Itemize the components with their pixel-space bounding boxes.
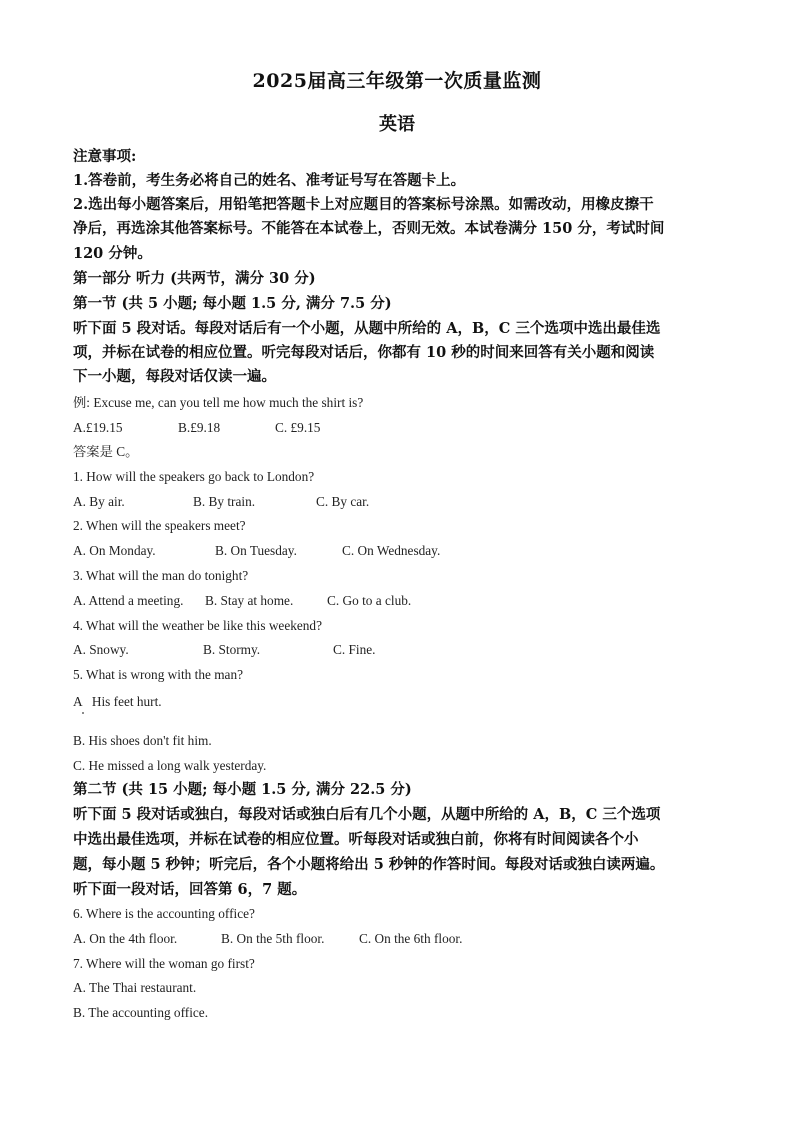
stray-dot bbox=[82, 712, 84, 714]
question-3: 3. What will the man do tonight? bbox=[73, 568, 249, 583]
note-2-line-3: 120 分钟。 bbox=[73, 245, 152, 262]
question-7: 7. Where will the woman go first? bbox=[73, 956, 255, 971]
exam-title: 2025届高三年级第一次质量监测 bbox=[252, 70, 542, 92]
q1-option-b: B. By train. bbox=[193, 494, 256, 509]
question-4: 4. What will the weather be like this weekend? bbox=[73, 618, 322, 633]
q3-option-b: B. Stay at home. bbox=[205, 593, 294, 608]
part1-heading: 第一部分 听力 (共两节，满分 30 分) bbox=[73, 270, 316, 287]
question-6: 6. Where is the accounting office? bbox=[73, 906, 255, 921]
q4-option-b: B. Stormy. bbox=[203, 642, 261, 657]
question-1: 1. How will the speakers go back to London? bbox=[73, 469, 315, 484]
section2-instr-line-4: 听下面一段对话，回答第 6，7 题。 bbox=[73, 881, 307, 898]
notes-heading: 注意事项: bbox=[73, 148, 137, 165]
example-option-a: A.£19.15 bbox=[73, 420, 123, 435]
section2-instr-line-2: 中选出最佳选项，并标在试卷的相应位置。听每段对话或独白前，你将有时间阅读各个小 bbox=[73, 831, 639, 848]
q1-option-a: A. By air. bbox=[73, 494, 125, 509]
q2-option-c: C. On Wednesday. bbox=[342, 543, 441, 558]
q5-option-a: A His feet hurt. bbox=[73, 694, 162, 709]
section1-instr-line-3: 下一小题，每段对话仅读一遍。 bbox=[73, 368, 276, 385]
section2-instr-line-3: 题，每小题 5 秒钟；听完后，各个小题将给出 5 秒钟的作答时间。每段对话或独白读两遍。 bbox=[73, 856, 665, 873]
question-2: 2. When will the speakers meet? bbox=[73, 518, 246, 533]
q2-option-a: A. On Monday. bbox=[73, 543, 156, 558]
note-2-line-1: 2.选出每小题答案后，用铅笔把答题卡上对应题目的答案标号涂黑。如需改动，用橡皮擦干 bbox=[73, 196, 654, 213]
section1-instr-line-1: 听下面 5 段对话。每段对话后有一个小题，从题中所给的 A，B，C 三个选项中选出最佳选 bbox=[73, 320, 661, 337]
q6-option-a: A. On the 4th floor. bbox=[73, 931, 178, 946]
question-5: 5. What is wrong with the man? bbox=[73, 667, 243, 682]
q3-option-c: C. Go to a club. bbox=[327, 593, 412, 608]
q7-option-a: A. The Thai restaurant. bbox=[73, 980, 197, 995]
q4-option-a: A. Snowy. bbox=[73, 642, 129, 657]
q5-option-c: C. He missed a long walk yesterday. bbox=[73, 758, 267, 773]
subject-title: 英语 bbox=[379, 114, 415, 135]
example-answer: 答案是 C。 bbox=[73, 444, 139, 459]
q6-option-c: C. On the 6th floor. bbox=[359, 931, 463, 946]
q1-option-c: C. By car. bbox=[316, 494, 370, 509]
note-1: 1.答卷前，考生务必将自己的姓名、准考证号写在答题卡上。 bbox=[73, 172, 466, 189]
note-2-line-2: 净后，再选涂其他答案标号。不能答在本试卷上，否则无效。本试卷满分 150 分，考试时间 bbox=[73, 220, 665, 237]
q4-option-c: C. Fine. bbox=[333, 642, 376, 657]
example-option-c: C. £9.15 bbox=[275, 420, 321, 435]
q7-option-b: B. The accounting office. bbox=[73, 1005, 209, 1020]
q3-option-a: A. Attend a meeting. bbox=[73, 593, 184, 608]
section1-heading: 第一节 (共 5 小题; 每小题 1.5 分, 满分 7.5 分) bbox=[73, 295, 392, 312]
section2-instr-line-1: 听下面 5 段对话或独白，每段对话或独白后有几个小题，从题中所给的 A，B，C 三个选项 bbox=[73, 806, 661, 823]
example-option-b: B.£9.18 bbox=[178, 420, 221, 435]
q6-option-b: B. On the 5th floor. bbox=[221, 931, 325, 946]
example-question: 例: Excuse me, can you tell me how much the shirt is? bbox=[73, 395, 364, 410]
section1-instr-line-2: 项，并标在试卷的相应位置。听完每段对话后，你都有 10 秒的时间来回答有关小题和阅读 bbox=[73, 344, 655, 361]
section2-heading: 第二节 (共 15 小题; 每小题 1.5 分, 满分 22.5 分) bbox=[73, 781, 412, 798]
q2-option-b: B. On Tuesday. bbox=[215, 543, 297, 558]
q5-option-b: B. His shoes don't fit him. bbox=[73, 733, 212, 748]
